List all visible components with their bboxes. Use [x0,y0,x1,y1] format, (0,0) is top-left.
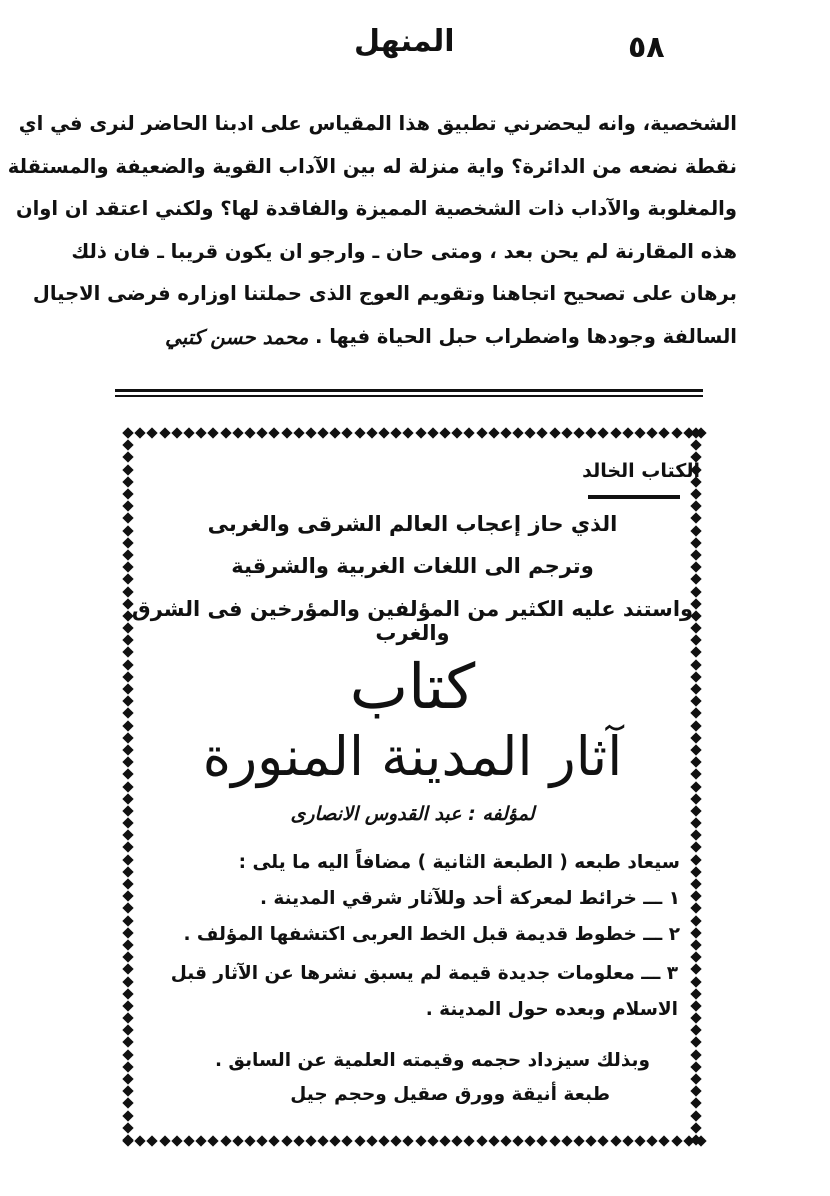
diamond-ornament [122,537,134,549]
diamond-ornament [329,427,341,439]
list-item: ٣ ـــ معلومات جديدة قيمة لم يسبق نشرها عن الآثار قبل الاسلام وبعده حول المدينة . [170,963,678,1020]
diamond-ornament [146,427,158,439]
diamond-ornament [690,939,702,951]
diamond-ornament [122,585,134,597]
diamond-ornament [690,890,702,902]
diamond-ornament [690,902,702,914]
closing-line: وبذلك سيزداد حجمه وقيمته العلمية عن السابق . [214,1050,650,1071]
article-line: السالفة وجودها واضطراب حبل الحياة فيها . [315,324,737,348]
diamond-ornament [690,927,702,939]
diamond-ornament [378,1135,390,1147]
diamond-ornament [232,427,244,439]
diamond-ornament [427,427,439,439]
diamond-ornament [122,476,134,488]
diamond-ornament [512,1135,524,1147]
diamond-ornament [122,500,134,512]
diamond-ornament [690,878,702,890]
diamond-ornament [122,890,134,902]
diamond-ornament [122,829,134,841]
diamond-ornament [646,1135,658,1147]
diamond-ornament [690,1122,702,1134]
diamond-ornament [451,427,463,439]
diamond-ornament [690,963,702,975]
ad-intro-line: واستند عليه الكثير من المؤلفين والمؤرخين فى الشرق والغرب [131,597,694,645]
diamond-ornament [585,1135,597,1147]
diamond-ornament [244,427,256,439]
diamond-ornament [561,427,573,439]
diamond-ornament [475,1135,487,1147]
diamond-ornament [524,1135,536,1147]
diamond-ornament [122,1110,134,1122]
diamond-ornament [305,1135,317,1147]
diamond-ornament [549,1135,561,1147]
diamond-ornament [122,464,134,476]
diamond-ornament [690,537,702,549]
diamond-ornament [500,1135,512,1147]
diamond-ornament [354,427,366,439]
diamond-ornament [690,585,702,597]
diamond-ornament [622,427,634,439]
diamond-ornament [122,841,134,853]
running-title: المنهل [354,24,455,59]
diamond-ornament [195,427,207,439]
ad-label-underline [588,495,680,499]
list-item: ١ ـــ خرائط لمعركة أحد وللآثار شرقي المدينة . [259,888,680,909]
diamond-ornament [690,988,702,1000]
diamond-ornament [690,854,702,866]
diamond-ornament [122,1036,134,1048]
diamond-ornament [329,1135,341,1147]
diamond-ornament [402,1135,414,1147]
diamond-ornament [690,841,702,853]
article-line: والمغلوبة والآداب ذات الشخصية المميزة والفاقدة لها؟ ولكني اعتقد ان اوان [15,197,737,220]
ad-intro-line: الذي حاز إعجاب العالم الشرقى والغربى [207,512,618,536]
article-line: الشخصية، وانه ليحضرني تطبيق هذا المقياس على ادبنا الحاضر لنرى في اي [18,112,737,135]
diamond-ornament [122,1097,134,1109]
diamond-ornament [488,427,500,439]
diamond-ornament [488,1135,500,1147]
diamond-ornament [220,427,232,439]
diamond-ornament [690,1085,702,1097]
diamond-ornament [134,1135,146,1147]
diamond-ornament [280,427,292,439]
diamond-ornament [690,1097,702,1109]
diamond-ornament [634,1135,646,1147]
article-line: هذه المقارنة لم يحن بعد ، ومتى حان ـ وارجو ان يكون قريبا ـ فان ذلك [71,239,737,263]
diamond-ornament [690,1134,702,1146]
diamond-border-bottom [122,1135,707,1147]
diamond-ornament [402,427,414,439]
diamond-ornament [690,1024,702,1036]
diamond-ornament [171,427,183,439]
diamond-ornament [451,1135,463,1147]
diamond-ornament [159,427,171,439]
diamond-ornament [207,1135,219,1147]
diamond-ornament [690,1049,702,1061]
author-signature: محمد حسن كتبي [165,324,309,349]
diamond-ornament [690,951,702,963]
diamond-ornament [317,427,329,439]
diamond-ornament [232,1135,244,1147]
book-author: لمؤلفه : عبد القدوس الانصارى [290,803,535,825]
diamond-ornament [690,1073,702,1085]
diamond-ornament [244,1135,256,1147]
diamond-ornament [293,1135,305,1147]
diamond-ornament [573,1135,585,1147]
diamond-ornament [122,451,134,463]
diamond-ornament [524,427,536,439]
diamond-ornament [690,488,702,500]
article-body [7,103,737,358]
diamond-ornament [134,427,146,439]
diamond-ornament [122,439,134,451]
diamond-ornament [646,427,658,439]
ad-label: الكتاب الخالد [582,460,700,482]
diamond-ornament [220,1135,232,1147]
reprint-intro: سيعاد طبعه ( الطبعة الثانية ) مضافاً اليه ما يلى : [238,852,680,873]
ad-intro-line: وترجم الى اللغات الغربية والشرقية [231,554,594,578]
diamond-ornament [122,488,134,500]
diamond-ornament [475,427,487,439]
diamond-ornament [122,427,134,439]
diamond-ornament [690,1061,702,1073]
article-closing-line [105,316,737,359]
diamond-ornament [415,1135,427,1147]
diamond-ornament [366,427,378,439]
diamond-ornament [122,927,134,939]
diamond-ornament [122,1073,134,1085]
book-word-heading: كتاب [349,650,476,723]
diamond-ornament [690,915,702,927]
diamond-ornament [317,1135,329,1147]
diamond-ornament [690,1110,702,1122]
diamond-ornament [366,1135,378,1147]
diamond-ornament [305,427,317,439]
diamond-ornament [536,1135,548,1147]
list-item: ٢ ـــ خطوط قديمة قبل الخط العربى اكتشفها المؤلف . [183,924,680,945]
article-line: برهان على تصحيح اتجاهنا وتقويم العوج الذى حملتنا اوزاره فرضى الاجيال [32,282,737,305]
diamond-ornament [670,427,682,439]
diamond-ornament [159,1135,171,1147]
diamond-ornament [122,1049,134,1061]
diamond-ornament [293,427,305,439]
diamond-ornament [585,427,597,439]
diamond-ornament [690,829,702,841]
diamond-ornament [690,1036,702,1048]
diamond-ornament [390,427,402,439]
diamond-ornament [122,854,134,866]
diamond-ornament [341,427,353,439]
diamond-ornament [500,427,512,439]
diamond-ornament [122,878,134,890]
reprint-list [183,845,680,953]
diamond-ornament [561,1135,573,1147]
diamond-ornament [463,427,475,439]
diamond-ornament [183,427,195,439]
diamond-ornament [122,1134,134,1146]
diamond-ornament [122,1122,134,1134]
diamond-ornament [341,1135,353,1147]
diamond-ornament [439,1135,451,1147]
diamond-ornament [690,866,702,878]
diamond-ornament [690,1000,702,1012]
page-number: ٥٨ [628,30,665,65]
diamond-ornament [268,427,280,439]
diamond-border-top [122,427,707,439]
diamond-ornament [183,1135,195,1147]
section-divider [115,389,703,398]
diamond-ornament [690,500,702,512]
diamond-ornament [690,439,702,451]
diamond-ornament [658,427,670,439]
diamond-ornament [390,1135,402,1147]
book-title: آثار المدينة المنورة [202,725,623,788]
diamond-ornament [549,427,561,439]
diamond-ornament [195,1135,207,1147]
diamond-ornament [463,1135,475,1147]
diamond-ornament [171,1135,183,1147]
diamond-ornament [268,1135,280,1147]
diamond-ornament [122,866,134,878]
diamond-ornament [256,427,268,439]
diamond-ornament [146,1135,158,1147]
diamond-ornament [207,427,219,439]
diamond-ornament [690,975,702,987]
article-line: نقطة نضعه من الدائرة؟ واية منزلة له بين الآداب القوية والضعيفة والمستقلة [7,154,737,178]
diamond-ornament [634,427,646,439]
diamond-ornament [597,1135,609,1147]
diamond-ornament [280,1135,292,1147]
diamond-ornament [658,1135,670,1147]
diamond-ornament [415,427,427,439]
diamond-ornament [378,427,390,439]
diamond-ornament [122,902,134,914]
diamond-ornament [439,427,451,439]
diamond-ornament [536,427,548,439]
diamond-ornament [690,427,702,439]
diamond-ornament [122,915,134,927]
diamond-ornament [610,427,622,439]
diamond-ornament [256,1135,268,1147]
diamond-ornament [354,1135,366,1147]
diamond-ornament [597,427,609,439]
diamond-ornament [122,939,134,951]
diamond-ornament [122,1061,134,1073]
closing-line: طبعة أنيقة وورق صقيل وحجم جيل [290,1084,610,1105]
diamond-ornament [573,427,585,439]
diamond-ornament [670,1135,682,1147]
diamond-ornament [512,427,524,439]
diamond-ornament [610,1135,622,1147]
diamond-ornament [690,1012,702,1024]
diamond-ornament [622,1135,634,1147]
diamond-ornament [427,1135,439,1147]
diamond-ornament [122,1085,134,1097]
